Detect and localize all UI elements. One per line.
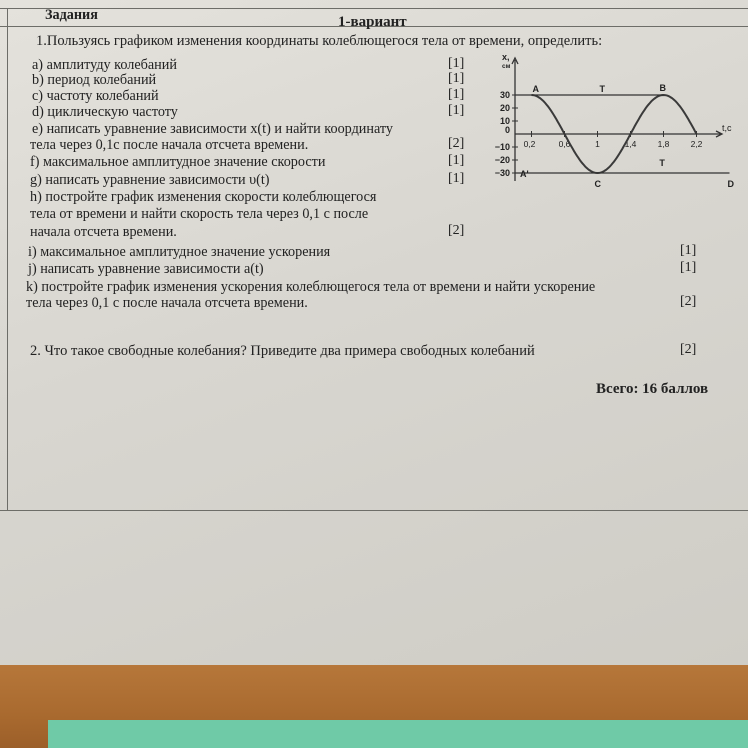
period-label-bottom: T — [659, 158, 665, 168]
point-label-a-prime: A' — [520, 169, 529, 179]
task-item-text: b) период колебаний — [32, 72, 157, 88]
task-item-points: [1] — [448, 153, 465, 168]
task-item-points: [1] — [448, 171, 465, 186]
task-item-points: [1] — [448, 87, 465, 102]
point-label-d: D — [727, 179, 734, 189]
bottom-rule — [0, 510, 748, 511]
y-zero-label: 0 — [504, 125, 510, 135]
point-label-a: A — [532, 84, 539, 94]
task-item-text: a) амплитуду колебаний — [32, 57, 177, 73]
task-item-text: g) написать уравнение зависимости υ(t) — [30, 172, 270, 188]
task-item-text: e) написать уравнение зависимости x(t) и найти координату — [32, 121, 394, 137]
x-tick-label: 2,2 — [690, 139, 703, 149]
task-item-points: [2] — [680, 294, 697, 309]
chart-group — [495, 52, 735, 189]
x-tick-label: 1,4 — [624, 139, 637, 149]
task-item-points: [1] — [680, 243, 697, 258]
task-item-text: i) максимальное амплитудное значение ускорения — [28, 244, 331, 260]
task-item-points: [2] — [448, 223, 465, 238]
y-tick-label: −20 — [494, 155, 510, 165]
task-item-text: j) написать уравнение зависимости a(t) — [28, 261, 264, 277]
point-label-c: C — [594, 179, 601, 189]
question-2: 2. Что такое свободные колебания? Приведите два примера свободных колебаний — [30, 343, 535, 359]
variant-heading: 1-вариант — [338, 14, 407, 30]
task-item-points: [1] — [680, 260, 697, 275]
y-tick-label: −10 — [494, 142, 510, 152]
task-item-text: тела через 0,1с после начала отсчета времени. — [30, 137, 309, 153]
y-tick-label: −30 — [494, 168, 510, 178]
task-item-points: [1] — [448, 71, 465, 86]
task-item-text: d) циклическую частоту — [32, 104, 178, 120]
y-tick-label: 20 — [499, 103, 510, 113]
task-item-points: [1] — [448, 103, 465, 118]
left-rule — [7, 8, 8, 510]
x-axis-label: t,c — [722, 123, 732, 133]
x-tick-label: 1 — [595, 139, 600, 149]
task-item-text: h) постройте график изменения скорости колеблющегося — [30, 189, 377, 205]
task-item-text: k) постройте график изменения ускорения колеблющегося тела от времени и найти ускорение — [26, 279, 596, 295]
y-tick-label: 10 — [499, 116, 510, 126]
period-label-top: T — [599, 84, 605, 94]
top-rule — [0, 8, 748, 9]
x-tick-label: 1,8 — [657, 139, 670, 149]
task-item-text: тела через 0,1 с после начала отсчета времени. — [26, 295, 308, 311]
question-2-points: [2] — [680, 342, 697, 357]
total-score: Всего: 16 баллов — [596, 381, 709, 397]
point-label-b: B — [659, 83, 666, 93]
y-tick-label: 30 — [499, 90, 510, 100]
x-tick-label: 0,6 — [558, 139, 571, 149]
y-axis-unit: см — [502, 63, 511, 70]
task-item-points: [1] — [448, 56, 465, 71]
tasks-heading: Задания — [45, 7, 98, 23]
task-item-points: [2] — [448, 136, 465, 151]
task-item-text: c) частоту колебаний — [32, 88, 159, 104]
green-object — [48, 720, 748, 748]
task-item-text: f) максимальное амплитудное значение скорости — [30, 154, 326, 170]
oscillation-chart — [490, 48, 734, 198]
y-axis-label: x, — [502, 52, 510, 62]
task-item-text: тела от времени и найти скорость тела через 0,1 с после — [30, 206, 369, 222]
question-1-intro: 1.Пользуясь графиком изменения координаты колеблющегося тела от времени, определить: — [36, 33, 603, 49]
task-item-text: начала отсчета времени. — [30, 224, 177, 240]
x-tick-label: 0,2 — [523, 139, 536, 149]
